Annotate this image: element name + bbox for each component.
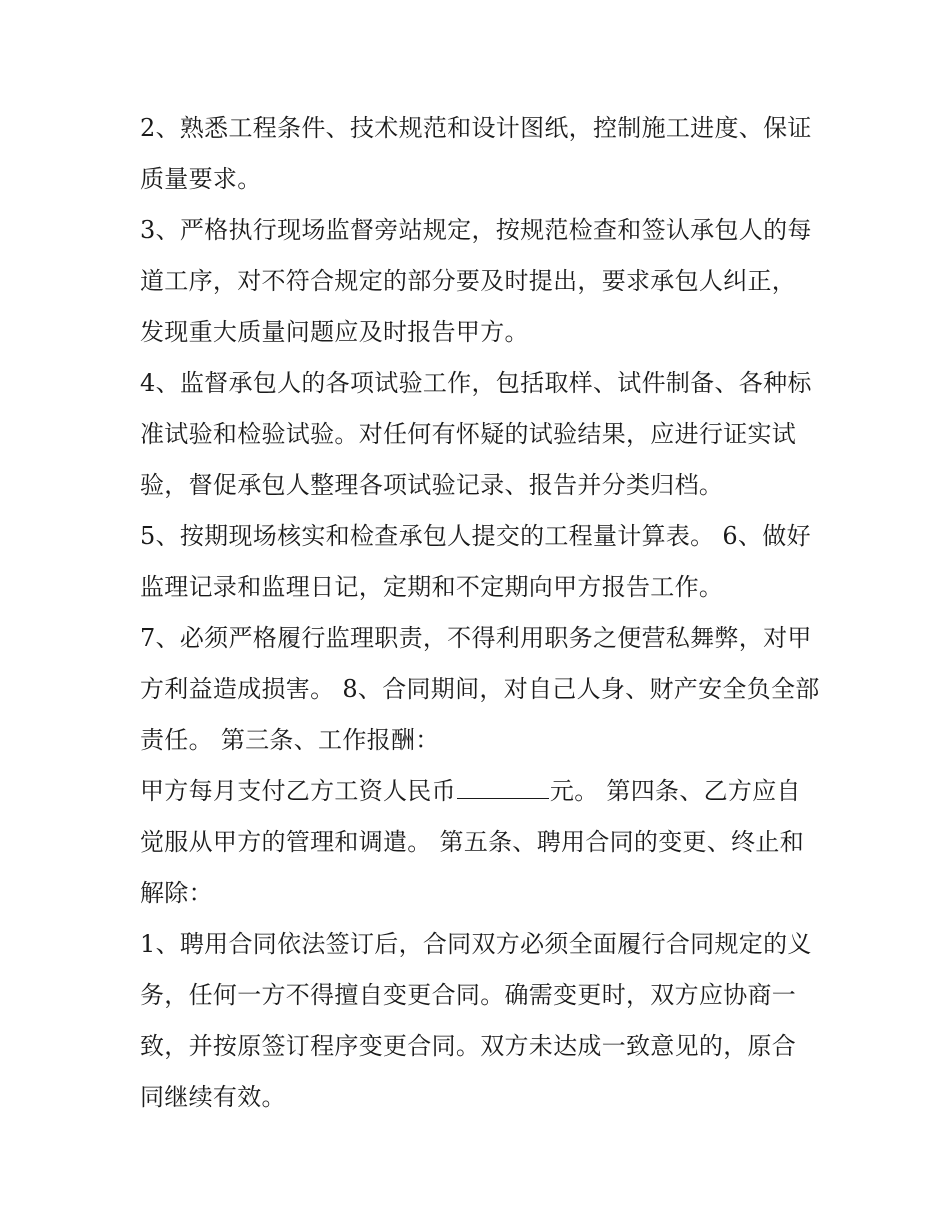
document-page: [140, 103, 820, 1123]
clause-4: 4、监督承包人的各项试验工作，包括取样、试件制备、各种标准试验和检验试验。对任何有怀疑的试验结果，应进行证实试验，督促承包人整理各项试验记录、报告并分类归档。: [140, 369, 812, 499]
contract-change-clause-1: 1、聘用合同依法签订后，合同双方必须全面履行合同规定的义务，任何一方不得擅自变更合同。确需变更时，双方应协商一致，并按原签订程序变更合同。双方未达成一致意见的，原合同继续有效。: [140, 930, 812, 1111]
salary-text-after: 元。 第四条、乙方应自觉服从甲方的管理和调遣。 第五条、聘用合同的变更、终止和解除：: [140, 777, 805, 907]
salary-text-before: 甲方每月支付乙方工资人民币: [140, 777, 456, 805]
clause-5-6: 5、按期现场核实和检查承包人提交的工程量计算表。 6、做好监理记录和监理日记，定期和不定期向甲方报告工作。: [140, 522, 811, 601]
salary-clause: [140, 766, 820, 919]
clause-2: 2、熟悉工程条件、技术规范和设计图纸，控制施工进度、保证质量要求。: [140, 114, 812, 193]
clause-7-8: 7、必须严格履行监理职责，不得利用职务之便营私舞弊，对甲方利益造成损害。 8、合同期间，对自己人身、财产安全负全部责任。 第三条、工作报酬：: [140, 624, 820, 754]
clause-3: 3、严格执行现场监督旁站规定，按规范检查和签认承包人的每道工序，对不符合规定的部分要及时提出，要求承包人纠正，发现重大质量问题应及时报告甲方。: [140, 216, 812, 346]
salary-amount-blank: [457, 776, 549, 799]
